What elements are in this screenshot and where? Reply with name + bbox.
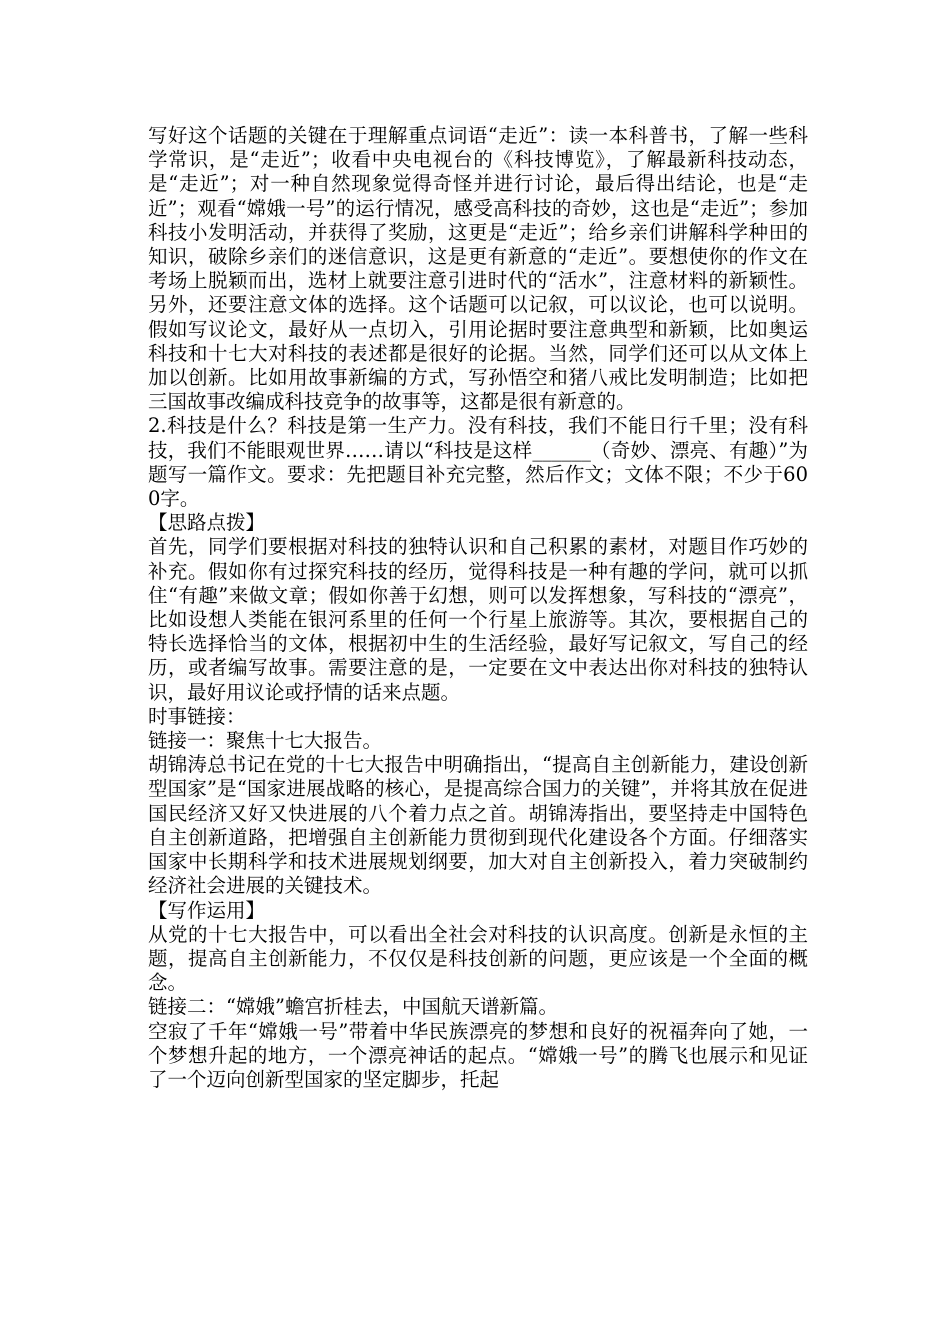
essay-prompt-2: 2.科技是什么？科技是第一生产力。没有科技，我们不能日行千里；没有科技，我们不能眼观世界……请以“科技是这样______（奇妙、漂亮、有趣）”为题写一篇作文。要求：先把题目补充完整，然后作文；文体不限；不少于600字。: [148, 414, 808, 511]
section-heading-current-affairs: 时事链接：: [148, 704, 246, 728]
document-page: [148, 124, 808, 1092]
thinking-tips-paragraph: 首先，同学们要根据对科技的独特认识和自己积累的素材，对题目作巧妙的补充。假如你有过探究科技的经历，觉得科技是一种有趣的学问，就可以抓住“有趣”来做文章；假如你善于幻想，则可以发挥想象，写科技的“漂亮”，比如设想人类能在银河系里的任何一个行星上旅游等。其次，要根据自己的特长选择恰当的文体，根据初中生的生活经验，最好写记叙文，写自己的经历，或者编写故事。需要注意的是，一定要在文中表达出你对科技的独特认识，最好用议论或抒情的话来点题。: [148, 535, 808, 704]
link-two-title: 链接二：“嫦娥”蟾宫折桂去，中国航天谱新篇。: [148, 995, 558, 1019]
section-heading-writing-application: 【写作运用】: [148, 898, 266, 922]
section-heading-thinking-tips: 【思路点拨】: [148, 511, 266, 535]
essay-topic-analysis-paragraph: 写好这个话题的关键在于理解重点词语“走近”：读一本科普书，了解一些科学常识，是“走近”；收看中央电视台的《科技博览》，了解最新科技动态，是“走近”；对一种自然现象觉得奇怪并进行讨论，最后得出结论，也是“走近”；观看“嫦娥一号”的运行情况，感受高科技的奇妙，这也是“走近”；参加科技小发明活动，并获得了奖励，这更是“走近”；给乡亲们讲解科学种田的知识，破除乡亲们的迷信意识，这是更有新意的“走近”。要想使你的作文在考场上脱颖而出，选材上就要注意引进时代的“活水”，注意材料的新颖性。另外，还要注意文体的选择。这个话题可以记叙，可以议论，也可以说明。假如写议论文，最好从一点切入，引用论据时要注意典型和新颖，比如奥运科技和十七大对科技的表述都是很好的论据。当然，同学们还可以从文体上加以创新。比如用故事新编的方式，写孙悟空和猪八戒比发明制造；比如把三国故事改编成科技竞争的故事等，这都是很有新意的。: [148, 124, 808, 414]
link-two-paragraph: 空寂了千年“嫦娥一号”带着中华民族漂亮的梦想和良好的祝福奔向了她，一个梦想升起的地方，一个漂亮神话的起点。“嫦娥一号”的腾飞也展示和见证了一个迈向创新型国家的坚定脚步，托起: [148, 1019, 808, 1091]
writing-application-paragraph: 从党的十七大报告中，可以看出全社会对科技的认识高度。创新是永恒的主题，提高自主创新能力，不仅仅是科技创新的问题，更应该是一个全面的概念。: [148, 922, 808, 995]
link-one-title: 链接一：聚焦十七大报告。: [148, 729, 383, 753]
link-one-paragraph: 胡锦涛总书记在党的十七大报告中明确指出，“提高自主创新能力，建设创新型国家”是“国家进展战略的核心，是提高综合国力的关键”，并将其放在促进国民经济又好又快进展的八个着力点之首。胡锦涛指出，要坚持走中国特色自主创新道路，把增强自主创新能力贯彻到现代化建设各个方面。仔细落实国家中长期科学和技术进展规划纲要，加大对自主创新投入，着力突破制约经济社会进展的关键技术。: [148, 753, 808, 898]
